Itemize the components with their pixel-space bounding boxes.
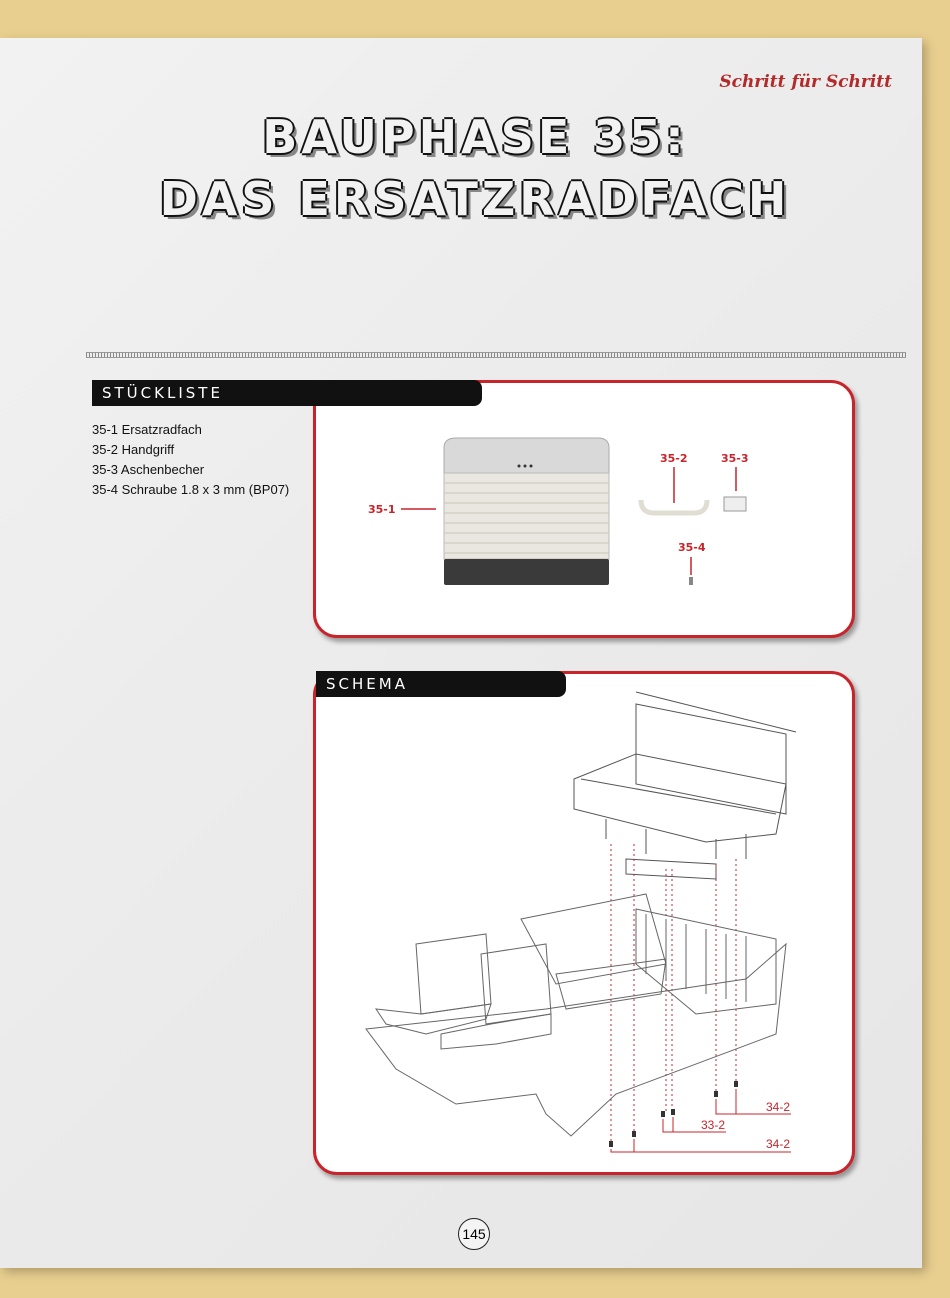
parts-illustration: [316, 383, 852, 635]
schema-label-33-2: 33-2: [701, 1118, 726, 1132]
parts-illustration-box: [313, 380, 855, 638]
schema-label-34-2-bottom: 34-2: [766, 1137, 791, 1151]
parts-list-tab: STÜCKLISTE: [92, 380, 482, 406]
schema-diagram-box: [313, 671, 855, 1175]
list-item: 35-1 Ersatzradfach: [92, 422, 202, 437]
schema-tab: SCHEMA: [316, 671, 566, 697]
section-kicker: Schritt für Schritt: [719, 72, 892, 92]
floor-assembly-drawing: [366, 894, 786, 1136]
page-title-line-2: DAS ERSATZRADFACH: [159, 172, 791, 226]
screw-image: [689, 577, 693, 585]
spare-wheel-compartment-image: [444, 438, 609, 585]
callout-35-4: 35-4: [678, 541, 706, 554]
callout-35-3: 35-3: [721, 452, 749, 465]
parts-list: [92, 420, 292, 500]
schema-diagram: [316, 674, 852, 1172]
rear-seat-drawing: [574, 692, 796, 879]
callout-35-1: 35-1: [368, 503, 396, 516]
ashtray-image: [724, 497, 746, 511]
schema-label-34-2-top: 34-2: [766, 1100, 791, 1114]
list-item: 35-4 Schraube 1.8 x 3 mm (BP07): [92, 482, 290, 497]
page-number: 145: [458, 1218, 490, 1250]
list-item: 35-3 Aschenbecher: [92, 462, 205, 477]
list-item: 35-2 Handgriff: [92, 442, 175, 457]
divider-rule: [86, 352, 906, 358]
assembly-guide-lines: [611, 844, 736, 1144]
callout-35-2: 35-2: [660, 452, 688, 465]
page-title-line-1: BAUPHASE 35:: [262, 110, 688, 164]
